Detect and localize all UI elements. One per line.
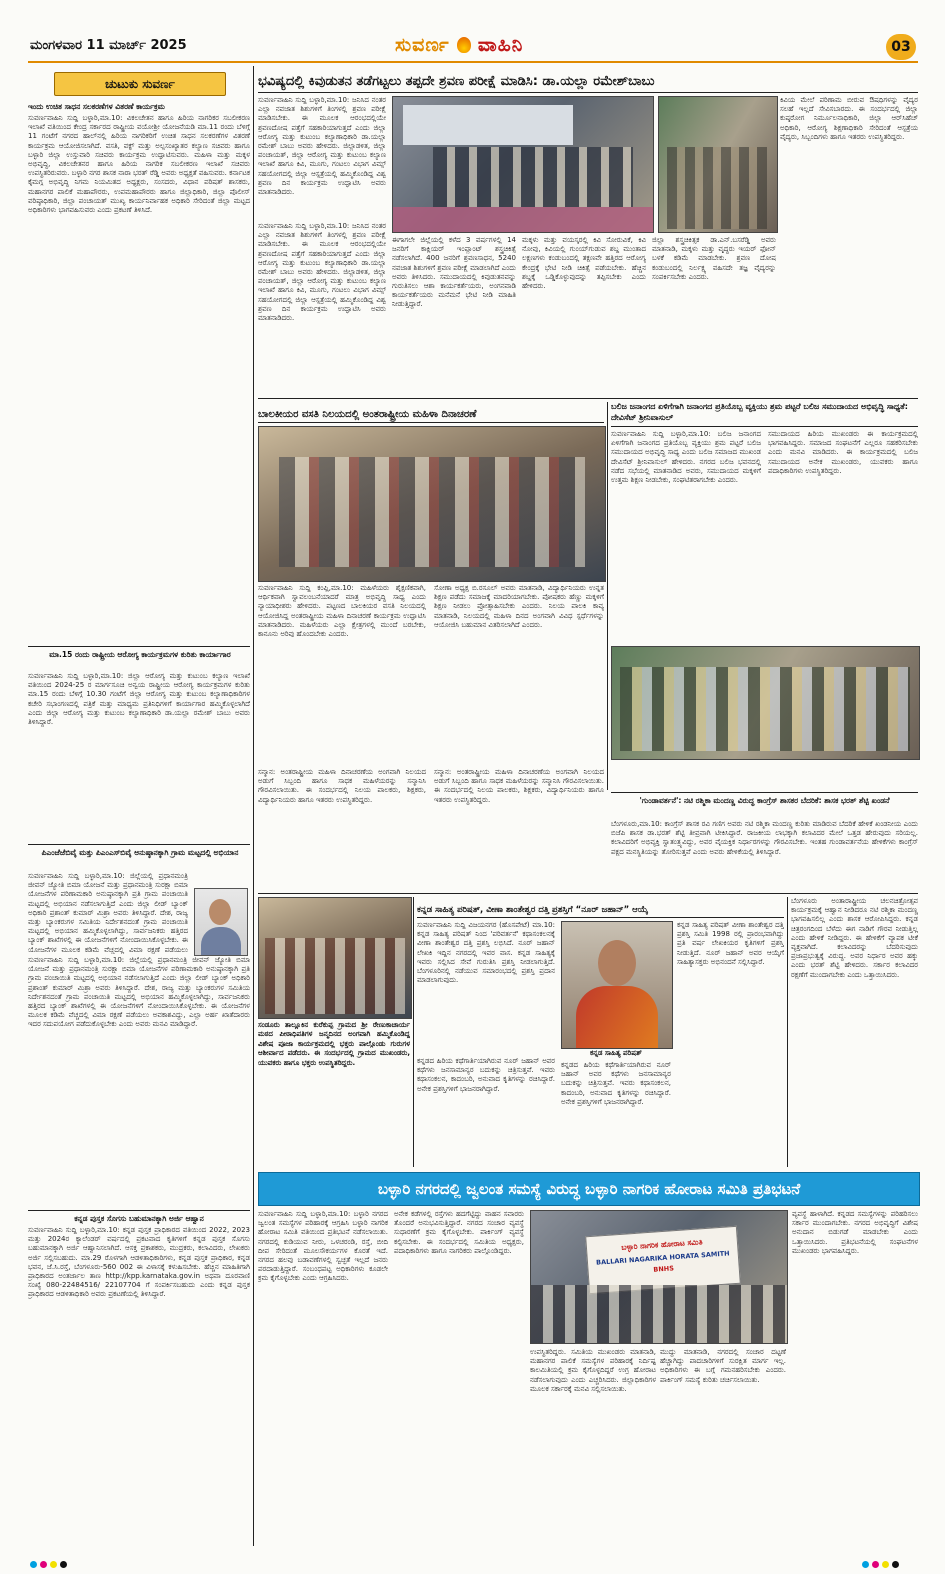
top-event-photo	[392, 96, 654, 233]
hostel-col1: ಸುವರ್ಣವಾಹಿನಿ ಸುದ್ದಿ ಕಂಪ್ಲಿ,ಮಾ.10: ಮಹಿಳೆಯರು ಶೈಕ್ಷಣಿಕವಾಗಿ, ಆರ್ಥಿಕವಾಗಿ ಸ್ವಾವಲಂಬನೆಯಾದರೆ ಮಾತ್ರ ಅಭಿವೃದ್ಧಿ ಸಾಧ್ಯ ಎಂದು ನ್ಯಾಯಾಧೀಶರು ಹೇಳಿದರು. ಪಟ್ಟಣದ ಬಾಲಕಿಯರ ವಸತಿ ನಿಲಯದಲ್ಲಿ ಆಯೋಜಿಸಿದ್ದ ಅಂತರಾಷ್ಟ್ರೀಯ ಮಹಿಳಾ ದಿನಾಚರಣೆ ಕಾರ್ಯಕ್ರಮ ಉದ್ಘಾಟಿಸಿ ಮಾತನಾಡಿದರು. ಮಹಿಳೆಯರು ಎಲ್ಲಾ ಕ್ಷೇತ್ರಗಳಲ್ಲಿ ಮುಂದೆ ಬರಬೇಕು, ಕಾನೂನು ಅರಿವು ಹೊಂದಬೇಕು ಎಂದರು.	[258, 584, 426, 639]
sidebar	[28, 66, 250, 1546]
column-rule	[413, 897, 414, 1167]
masthead-logo	[395, 34, 523, 60]
noor-saree-icon	[576, 986, 658, 1048]
protest-banner	[585, 1226, 741, 1294]
balija-col1: ಸುವರ್ಣವಾಹಿನಿ ಸುದ್ದಿ ಬಳ್ಳಾರಿ,ಮಾ.10: ಬಲಿಜ ಜನಾಂಗದ ಏಳಿಗೆಗಾಗಿ ಜನಾಂಗದ ಪ್ರತಿಯೊಬ್ಬ ವ್ಯಕ್ತಿಯು ಶ್ರಮ ಪಟ್ಟರೆ ಬಲಿಜ ಸಮುದಾಯದ ಅಭಿವೃದ್ಧಿ ಸಾಧ್ಯ ಎಂದು ಬಲಿಜ ಸಮಾಜದ ಮುಖಂಡ ದೇವಿಸೆಟ್ ಶ್ರೀನಿವಾಸುಲ್ ಹೇಳಿದರು. ನಗರದ ಬಲಿಜ ಭವನದಲ್ಲಿ ನಡೆದ ಸಭೆಯಲ್ಲಿ ಮಾತನಾಡಿದ ಅವರು, ಸಮುದಾಯದ ಮಕ್ಕಳಿಗೆ ಉತ್ತಮ ಶಿಕ್ಷಣ ನೀಡಬೇಕು, ಸಂಘಟಿತರಾಗಬೇಕು ಎಂದರು.	[611, 430, 761, 485]
banner-short-text: BNHS	[653, 1264, 675, 1274]
hostel-headline: ಬಾಲಕೀಯರ ವಸತಿ ನಿಲಯದಲ್ಲಿ ಅಂತರಾಷ್ಟ್ರೀಯ ಮಹಿಳಾ ದಿನಾಚರಣೆ	[258, 409, 477, 420]
top-headline-box	[258, 70, 918, 93]
logo-flame-icon	[457, 37, 471, 53]
photo-people	[265, 938, 405, 1014]
photo-table	[393, 207, 653, 232]
protest-col1: ಸುವರ್ಣವಾಹಿನಿ ಸುದ್ದಿ ಬಳ್ಳಾರಿ,ಮಾ.10: ಬಳ್ಳಾರಿ ನಗರದ ಜ್ವಲಂತ ಸಮಸ್ಯೆಗಳ ಪರಿಹಾರಕ್ಕೆ ಆಗ್ರಹಿಸಿ ಬಳ್ಳಾರಿ ನಾಗರಿಕ ಹೋರಾಟ ಸಮಿತಿ ವತಿಯಿಂದ ಪ್ರತಿಭಟನೆ ನಡೆಸಲಾಯಿತು. ನಗರದಲ್ಲಿ ಕುಡಿಯುವ ನೀರು, ಒಳಚರಂಡಿ, ರಸ್ತೆ, ಬೀದಿ ದೀಪ ಸೇರಿದಂತೆ ಮೂಲಸೌಕರ್ಯಗಳ ಕೊರತೆ ಇದೆ. ನಗರದ ಹಲವು ಬಡಾವಣೆಗಳಲ್ಲಿ ಸ್ವಚ್ಛತೆ ಇಲ್ಲದೆ ಜನರು ಪರದಾಡುತ್ತಿದ್ದಾರೆ. ಸಂಬಂಧಪಟ್ಟ ಅಧಿಕಾರಿಗಳು ಕೂಡಲೇ ಕ್ರಮ ಕೈಗೊಳ್ಳಬೇಕು ಎಂದು ಆಗ್ರಹಿಸಿದರು.	[258, 1210, 388, 1283]
balija-photo	[611, 646, 920, 760]
photo-people	[433, 147, 633, 207]
temple-photo	[258, 897, 412, 1019]
logo-left-text: ಸುವರ್ಣ	[395, 34, 450, 56]
photo-people	[279, 457, 585, 567]
divider	[28, 844, 250, 845]
column-rule	[253, 66, 254, 1546]
right-column-text: ಬೆಂಗಳೂರು ಅಂತಾರಾಷ್ಟ್ರೀಯ ಚಲನಚಿತ್ರೋತ್ಸವ ಕಾರ್ಯಕ್ರಮಕ್ಕೆ ಆಹ್ವಾನ ನೀಡಿದರೂ ನಟಿ ರಶ್ಮಿಕಾ ಮಂದಣ್ಣ ಭಾಗವಹಿಸಲಿಲ್ಲ ಎಂದು ಶಾಸಕ ಆರೋಪಿಸಿದ್ದರು. ಕನ್ನಡ ಚಿತ್ರರಂಗದಿಂದ ಬೆಳೆದು ಈಗ ನಾಡಿಗೆ ಗೌರವ ನೀಡುತ್ತಿಲ್ಲ ಎಂದು ಹೇಳಿಕೆ ನೀಡಿದ್ದರು. ಈ ಹೇಳಿಕೆಗೆ ವ್ಯಾಪಕ ಟೀಕೆ ವ್ಯಕ್ತವಾಗಿದೆ. ಕಲಾವಿದರನ್ನು ಬೆದರಿಸುವುದು ಪ್ರಜಾಪ್ರಭುತ್ವಕ್ಕೆ ವಿರುದ್ಧ. ಅವರ ನಿರ್ಧಾರ ಅವರ ಹಕ್ಕು ಎಂದು ಭರತ್ ಶೆಟ್ಟಿ ಹೇಳಿದರು. ಸರ್ಕಾರ ಕಲಾವಿದರ ರಕ್ಷಣೆಗೆ ಮುಂದಾಗಬೇಕು ಎಂದು ಒತ್ತಾಯಿಸಿದರು.	[791, 897, 918, 979]
masthead-rule	[28, 61, 918, 63]
print-marks-right	[862, 1553, 922, 1561]
protest-headline-box	[258, 1172, 920, 1206]
protest-col4: ಮುದ್ದು ಮಾತನಾಡಿ, ನಗರದಲ್ಲಿ ಸಂಚಾರ ದಟ್ಟಣೆ ಹೆಚ್ಚಾಗಿದ್ದು ಪಾದಚಾರಿಗಳಿಗೆ ಸುರಕ್ಷಿತ ಮಾರ್ಗ ಇಲ್ಲ. ಅಧಿಕಾರಿಗಳು ಈ ಬಗ್ಗೆ ಗಮನಹರಿಸಬೇಕು ಎಂದರು. ಪಾರ್ಕಿಂಗ್ ಸಮಸ್ಯೆ ಕುರಿತು ಚರ್ಚಿಸಲಾಯಿತು.	[660, 1348, 786, 1384]
photo-people	[531, 1285, 787, 1343]
person-shirt-icon	[201, 927, 241, 955]
s4-body: ಸುವರ್ಣವಾಹಿನಿ ಸುದ್ದಿ ಬಳ್ಳಾರಿ,ಮಾ.10: ಕನ್ನಡ ಪುಸ್ತಕ ಪ್ರಾಧಿಕಾರದ ವತಿಯಿಂದ 2022, 2023 ಮತ್ತು 2024ರ ಕ್ಯಾಲೆಂಡರ್ ವರ್ಷದಲ್ಲಿ ಪ್ರಕಟವಾದ ಕೃತಿಗಳಿಗೆ ಕನ್ನಡ ಪುಸ್ತಕ ಸೊಗಸು ಬಹುಮಾನಕ್ಕಾಗಿ ಅರ್ಜಿ ಆಹ್ವಾನಿಸಲಾಗಿದೆ. ಆಸಕ್ತ ಪ್ರಕಾಶಕರು, ಮುದ್ರಕರು, ಕಲಾವಿದರು, ಲೇಖಕರು ಅರ್ಜಿ ಸಲ್ಲಿಸಬಹುದು. ಮಾ.29 ರೊಳಗಾಗಿ ಆಡಳಿತಾಧಿಕಾರಿಗಳು, ಕನ್ನಡ ಪುಸ್ತಕ ಪ್ರಾಧಿಕಾರ, ಕನ್ನಡ ಭವನ, ಜೆ.ಸಿ.ರಸ್ತೆ, ಬೆಂಗಳೂರು-560 002 ಈ ವಿಳಾಸಕ್ಕೆ ಕಳುಹಿಸಬೇಕು. ಹೆಚ್ಚಿನ ಮಾಹಿತಿಗಾಗಿ ಪ್ರಾಧಿಕಾರದ ಅಂತರ್ಜಾಲ ತಾಣ http://kpp.karnataka.gov.in ಅಥವಾ ದೂರವಾಣಿ ಸಂಖ್ಯೆ 080-22484516/ 22107704 ಗೆ ಸಂಪರ್ಕಿಸಬಹುದು ಎಂದು ಕನ್ನಡ ಪುಸ್ತಕ ಪ್ರಾಧಿಕಾರದ ಆಡಳಿತಾಧಿಕಾರಿ ಅವರು ಪ್ರಕಟಣೆಯಲ್ಲಿ ತಿಳಿಸಿದ್ದಾರೆ.	[28, 1226, 250, 1299]
hostel-article	[258, 402, 604, 890]
sidebar-title-box: ಚುಟುಕು ಸುವರ್ಣ	[54, 72, 226, 96]
person-photo	[194, 888, 248, 956]
hostel-col3: ಸನ್ಮಾನ: ಅಂತರಾಷ್ಟ್ರೀಯ ಮಹಿಳಾ ದಿನಾಚರಣೆಯ ಅಂಗವಾಗಿ ನಿಲಯದ ಅಡುಗೆ ಸಿಬ್ಬಂದಿ ಹಾಗೂ ಸಾಧಕ ಮಹಿಳೆಯರನ್ನು ಸನ್ಮಾನಿಸಿ ಗೌರವಿಸಲಾಯಿತು. ಈ ಸಂದರ್ಭದಲ್ಲಿ ನಿಲಯ ಪಾಲಕರು, ಶಿಕ್ಷಕರು, ವಿದ್ಯಾರ್ಥಿನಿಯರು ಹಾಗೂ ಇತರರು ಉಪಸ್ಥಿತರಿದ್ದರು.	[434, 768, 604, 804]
temple-caption: ಸಂಡೂರು ತಾಲ್ಲೂಕಿನ ಕುರೆಕುಪ್ಪ ಗ್ರಾಮದ ಶ್ರೀ ರೇಣುಕಾಚಾರ್ಯ ಮಠದ ಪೀಠಾಧಿಪತಿಗಳ ಜನ್ಮದಿನದ ಅಂಗವಾಗಿ ಹಮ್ಮಿಕೊಂಡಿದ್ದ ವಿಶೇಷ ಪೂಜಾ ಕಾರ್ಯಕ್ರಮದಲ್ಲಿ ಭಕ್ತರು ಪಾಲ್ಗೊಂಡು ಗುರುಗಳ ಆಶೀರ್ವಾದ ಪಡೆದರು. ಈ ಸಂದರ್ಭದಲ್ಲಿ ಗ್ರಾಮದ ಮುಖಂಡರು, ಯುವಕರು ಹಾಗೂ ಭಕ್ತರು ಉಪಸ್ಥಿತರಿದ್ದರು.	[258, 1021, 410, 1067]
top-article	[258, 66, 918, 396]
divider	[258, 893, 918, 894]
noor-col2: ಕನ್ನಡದ ಹಿರಿಯ ಕಥೆಗಾರ್ತಿಯಾಗಿರುವ ನೂರ್ ಜಹಾನ್ ಅವರ ಕಥೆಗಳು ಜನಸಾಮಾನ್ಯರ ಬದುಕನ್ನು ಚಿತ್ರಿಸುತ್ತವೆ. ಇವರು ಕಥಾಸಂಕಲನ, ಕಾದಂಬರಿ, ಅನುವಾದ ಕೃತಿಗಳನ್ನು ರಚಿಸಿದ್ದಾರೆ. ಅನೇಕ ಪ್ರಶಸ್ತಿಗಳಿಗೆ ಭಾಜನರಾಗಿದ್ದಾರೆ.	[561, 1061, 671, 1106]
congress-article	[611, 796, 918, 890]
protest-headline: ಬಳ್ಳಾರಿ ನಗರದಲ್ಲಿ ಜ್ವಲಂತ ಸಮಸ್ಯೆ ವಿರುದ್ಧ ಬಳ್ಳಾರಿ ನಾಗರಿಕ ಹೋರಾಟ ಸಮಿತಿ ಪ್ರತಿಭಟನೆ	[377, 1180, 801, 1198]
noor-headline: ಕನ್ನಡ ಸಾಹಿತ್ಯ ಪರಿಷತ್, ವೀಣಾ ಶಾಂತೇಶ್ವರ ದತ್ತಿ ಪ್ರಶಸ್ತಿಗೆ “ನೂರ್ ಜಹಾನ್” ಆಯ್ಕೆ	[417, 905, 649, 915]
congress-headline: 'ಗುಂಡಾವರ್ತನೆ': ನಟಿ ರಶ್ಮಿಕಾ ಮಂದಣ್ಣ ವಿರುದ್ಧ ಕಾಂಗ್ರೆಸ್ ಶಾಸಕರ ಬೆದರಿಕೆ: ಶಾಸಕ ಭರತ್ ಶೆಟ್ಟಿ ಖಂಡನೆ	[639, 796, 890, 805]
hostel-col2: ಸೋಣಾ ಅಧ್ಯಕ್ಷ ಬಿ.ರಸೂಲ್ ಅವರು ಮಾತನಾಡಿ, ವಿದ್ಯಾರ್ಥಿನಿಯರು ಉನ್ನತ ಶಿಕ್ಷಣ ಪಡೆದು ಸಮಾಜಕ್ಕೆ ಮಾದರಿಯಾಗಬೇಕು. ಪೋಷಕರು ಹೆಣ್ಣು ಮಕ್ಕಳಿಗೆ ಶಿಕ್ಷಣ ನೀಡಲು ಪ್ರೋತ್ಸಾಹಿಸಬೇಕು ಎಂದರು. ನಿಲಯ ಪಾಲಕಿ ಕಾವ್ಯ ಮಾತನಾಡಿ, ನಿಲಯದಲ್ಲಿ ಮಹಿಳಾ ದಿನದ ಅಂಗವಾಗಿ ವಿವಿಧ ಸ್ಪರ್ಧೆಗಳನ್ನು ಆಯೋಜಿಸಿ ಬಹುಮಾನ ವಿತರಿಸಲಾಗಿದೆ ಎಂದರು.	[434, 584, 604, 629]
logo-right-text: ವಾಹಿನಿ	[477, 34, 524, 56]
noor-col1-b: ಕನ್ನಡದ ಹಿರಿಯ ಕಥೆಗಾರ್ತಿಯಾಗಿರುವ ನೂರ್ ಜಹಾನ್ ಅವರ ಕಥೆಗಳು ಜನಸಾಮಾನ್ಯರ ಬದುಕನ್ನು ಚಿತ್ರಿಸುತ್ತವೆ. ಇವರು ಕಥಾಸಂಕಲನ, ಕಾದಂಬರಿ, ಅನುವಾದ ಕೃತಿಗಳನ್ನು ರಚಿಸಿದ್ದಾರೆ. ಅನೇಕ ಪ್ರಶಸ್ತಿಗಳಿಗೆ ಭಾಜನರಾಗಿದ್ದಾರೆ.	[417, 1057, 555, 1093]
top-col5: ಕಿವಿಯ ಮೇಲೆ ಪರಿಣಾಮ ಬೀರುವ ಔಷಧಿಗಳನ್ನು ವೈದ್ಯರ ಸಲಹೆ ಇಲ್ಲದೆ ಸೇವಿಸಬಾರದು. ಈ ಸಂದರ್ಭದಲ್ಲಿ ಜಿಲ್ಲಾ ಕುಷ್ಠರೋಗ ನಿರ್ಮೂಲನಾಧಿಕಾರಿ, ಜಿಲ್ಲಾ ಆರ್‌ಸಿಹೆಚ್ ಅಧಿಕಾರಿ, ಆರೋಗ್ಯ ಶಿಕ್ಷಣಾಧಿಕಾರಿ ಸೇರಿದಂತೆ ಆಸ್ಪತ್ರೆಯ ವೈದ್ಯರು, ಸಿಬ್ಬಂದಿಗಳು ಹಾಗೂ ಇತರರು ಉಪಸ್ಥಿತರಿದ್ದರು.	[780, 96, 918, 141]
noor-headline-box	[417, 897, 784, 918]
balija-col2: ಸಮುದಾಯದ ಹಿರಿಯ ಮುಖಂಡರು ಈ ಕಾರ್ಯಕ್ರಮದಲ್ಲಿ ಭಾಗವಹಿಸಿದ್ದರು. ಸಮಾಜದ ಸಂಘಟನೆಗೆ ಎಲ್ಲರೂ ಸಹಕರಿಸಬೇಕು ಎಂದು ಮನವಿ ಮಾಡಿದರು. ಈ ಕಾರ್ಯಕ್ರಮದಲ್ಲಿ ಬಲಿಜ ಸಮುದಾಯದ ಅನೇಕ ಮುಖಂಡರು, ಯುವಕರು ಹಾಗೂ ಪದಾಧಿಕಾರಿಗಳು ಉಪಸ್ಥಿತರಿದ್ದರು.	[768, 430, 918, 475]
photo-people	[667, 147, 767, 229]
protest-col2: ಅನೇಕ ಕಡೆಗಳಲ್ಲಿ ರಸ್ತೆಗಳು ಹದಗೆಟ್ಟಿದ್ದು ವಾಹನ ಸವಾರರು ತೊಂದರೆ ಅನುಭವಿಸುತ್ತಿದ್ದಾರೆ. ನಗರದ ಸಂಚಾರ ವ್ಯವಸ್ಥೆ ಸುಧಾರಣೆಗೆ ಕ್ರಮ ಕೈಗೊಳ್ಳಬೇಕು. ಪಾರ್ಕಿಂಗ್ ವ್ಯವಸ್ಥೆ ಕಲ್ಪಿಸಬೇಕು. ಈ ಸಂದರ್ಭದಲ್ಲಿ ಸಮಿತಿಯ ಅಧ್ಯಕ್ಷರು, ಪದಾಧಿಕಾರಿಗಳು ಹಾಗೂ ನಾಗರಿಕರು ಪಾಲ್ಗೊಂಡಿದ್ದರು.	[394, 1210, 524, 1255]
balija-article	[611, 402, 918, 788]
divider	[28, 646, 250, 647]
protest-article	[258, 1172, 918, 1546]
noor-article	[417, 897, 784, 1167]
protest-photo	[530, 1210, 788, 1344]
photo-banner	[403, 105, 573, 145]
s1-headline: ಇಂದು ಉಚಿತ ಸಾಧನ ಸಲಕರಣೆಗಳ ವಿತರಣೆ ಕಾರ್ಯಕ್ರಮ	[28, 102, 165, 111]
issue-date: ಮಂಗಳವಾರ 11 ಮಾರ್ಚ್ 2025	[30, 38, 187, 53]
s1-body: ಸುವರ್ಣವಾಹಿನಿ ಸುದ್ದಿ ಬಳ್ಳಾರಿ,ಮಾ.10: ವಿಕಲಚೇತನ ಹಾಗೂ ಹಿರಿಯ ನಾಗರಿಕರ ಸಬಲೀಕರಣ ಇಲಾಖೆ ವತಿಯಿಂದ ಕೇಂದ್ರ ಸರ್ಕಾರದ ರಾಷ್ಟ್ರೀಯ ವಯೋಶ್ರೀ ಯೋಜನೆಯಡಿ ಮಾ.11 ರಂದು ಬೆಳಿಗ್ಗೆ 11 ಗಂಟೆಗೆ ನಗರದ ಹಾಲ್‌ನಲ್ಲಿ ಹಿರಿಯ ನಾಗರಿಕರಿಗೆ ಉಚಿತ ಸಾಧನ ಸಲಕರಣೆಗಳ ವಿತರಣೆ ಕಾರ್ಯಕ್ರಮ ಆಯೋಜಿಸಲಾಗಿದೆ. ವಸತಿ, ವಕ್ಫ್ ಮತ್ತು ಅಲ್ಪಸಂಖ್ಯಾತರ ಕಲ್ಯಾಣ ಸಚಿವರು ಹಾಗೂ ಬಳ್ಳಾರಿ ಜಿಲ್ಲಾ ಉಸ್ತುವಾರಿ ಸಚಿವರು ಕಾರ್ಯಕ್ರಮ ಉದ್ಘಾಟಿಸುವರು. ಮಹಿಳಾ ಮತ್ತು ಮಕ್ಕಳ ಅಭಿವೃದ್ಧಿ, ವಿಕಲಚೇತನರ ಹಾಗೂ ಹಿರಿಯ ನಾಗರಿಕ ಸಬಲೀಕರಣ ಇಲಾಖೆ ಸಚಿವರು ಉಪಸ್ಥಿತರಿರುವರು. ಬಳ್ಳಾರಿ ನಗರ ಶಾಸಕ ನಾರಾ ಭರತ್ ರೆಡ್ಡಿ ಅವರು ಅಧ್ಯಕ್ಷತೆ ವಹಿಸುವರು. ಕರ್ನಾಟಕ ಕೈಮಗ್ಗ ಅಭಿವೃದ್ಧಿ ನಿಗಮ ನಿಯಮಿತದ ಅಧ್ಯಕ್ಷರು, ಸಂಸದರು, ವಿಧಾನ ಪರಿಷತ್ ಶಾಸಕರು, ಮಹಾನಗರ ಪಾಲಿಕೆ ಮಹಾಪೌರರು, ಉಪಮಹಾಪೌರರು ಹಾಗೂ ಜಿಲ್ಲಾಧಿಕಾರಿ, ಜಿಲ್ಲಾ ಪೊಲೀಸ್ ವರಿಷ್ಠಾಧಿಕಾರಿ, ಜಿಲ್ಲಾ ಪಂಚಾಯತ್ ಮುಖ್ಯ ಕಾರ್ಯನಿರ್ವಾಹಕ ಅಧಿಕಾರಿ ಸೇರಿದಂತೆ ಜಿಲ್ಲಾ ಮಟ್ಟದ ಅಧಿಕಾರಿಗಳು ಭಾಗವಹಿಸುವರು ಎಂದು ಪ್ರಕಟಣೆ ತಿಳಿಸಿದೆ.	[28, 114, 250, 215]
noor-col1: ಸುವರ್ಣವಾಹಿನಿ ಸುದ್ದಿ ವಿಜಯನಗರ (ಹೊಸಪೇಟೆ) ಮಾ.10: ಕನ್ನಡ ಸಾಹಿತ್ಯ ಪರಿಷತ್ ನಿಂದ 'ಪರಿವರ್ತನೆ' ಕಥಾಸಂಕಲನಕ್ಕೆ ವೀಣಾ ಶಾಂತೇಶ್ವರ ದತ್ತಿ ಪ್ರಶಸ್ತಿ ಲಭಿಸಿದೆ. ನೂರ್ ಜಹಾನ್ ಲೇಖಕಿ ಇದ್ದಿನ ನಗರದಲ್ಲಿ ಇವರ ವಾಸ. ಕನ್ನಡ ಸಾಹಿತ್ಯಕ್ಕೆ ಇವರು ಸಲ್ಲಿಸಿದ ಸೇವೆ ಗುರುತಿಸಿ ಪ್ರಶಸ್ತಿ ನೀಡಲಾಗುತ್ತಿದೆ. ಬೆಂಗಳೂರಿನಲ್ಲಿ ನಡೆಯುವ ಸಮಾರಂಭದಲ್ಲಿ ಪ್ರಶಸ್ತಿ ಪ್ರದಾನ ಮಾಡಲಾಗುವುದು.	[417, 921, 555, 985]
noor-face-icon	[598, 940, 636, 986]
s3-body-top: ಸುವರ್ಣವಾಹಿನಿ ಸುದ್ದಿ ಬಳ್ಳಾರಿ,ಮಾ.10: ಜಿಲ್ಲೆಯಲ್ಲಿ ಪ್ರಧಾನಮಂತ್ರಿ ಜೀವನ್ ಜ್ಯೋತಿ ಬಿಮಾ ಯೋಜನೆ ಮತ್ತು ಪ್ರಧಾನಮಂತ್ರಿ ಸುರಕ್ಷಾ ಬಿಮಾ ಯೋಜನೆಗಳ ಪರಿಣಾಮಕಾರಿ ಅನುಷ್ಠಾನಕ್ಕಾಗಿ ಪ್ರತಿ ಗ್ರಾಮ ಪಂಚಾಯಿತಿ ಮಟ್ಟದಲ್ಲಿ ಅಭಿಯಾನ ನಡೆಸಲಾಗುತ್ತಿದೆ ಎಂದು ಜಿಲ್ಲಾ ಲೀಡ್ ಬ್ಯಾಂಕ್ ಅಧಿಕಾರಿ ಪ್ರಶಾಂತ್ ಕುಮಾರ್ ಮಿಶ್ರಾ ಅವರು ತಿಳಿಸಿದ್ದಾರೆ. ದೇಶ, ರಾಜ್ಯ ಮತ್ತು ಬ್ಯಾಂಕರುಗಳ ಸಮಿತಿಯ ನಿರ್ದೇಶನದಂತೆ ಗ್ರಾಮ ಪಂಚಾಯಿತಿ ಮಟ್ಟದಲ್ಲಿ ಅಭಿಯಾನ ಹಮ್ಮಿಕೊಳ್ಳಲಾಗಿದ್ದು, ಸಾರ್ವಜನಿಕರು ಹತ್ತಿರದ ಬ್ಯಾಂಕ್ ಶಾಖೆಗಳಲ್ಲಿ ಈ ಯೋಜನೆಗಳಿಗೆ ನೋಂದಾಯಿಸಿಕೊಳ್ಳಬೇಕು. ಈ ಯೋಜನೆಗಳ ಮೂಲಕ ಕಡಿಮೆ ವೆಚ್ಚದಲ್ಲಿ ವಿಮಾ ರಕ್ಷಣೆ ಪಡೆಯಲು	[28, 872, 188, 954]
person-face-icon	[209, 899, 231, 925]
print-marks-left	[30, 1553, 90, 1561]
banner-kn-text: ಬಳ್ಳಾರಿ ನಾಗರಿಕ ಹೋರಾಟ ಸಮಿತಿ	[621, 1237, 703, 1252]
column-rule	[787, 897, 788, 1167]
page-number: 03	[886, 34, 916, 60]
protest-col5: ವ್ಯವಸ್ಥೆ ಹಾಳಾಗಿದೆ. ಕನ್ನಡದ ಸಮಸ್ಯೆಗಳನ್ನು ಪರಿಹರಿಸಲು ಸರ್ಕಾರ ಮುಂದಾಗಬೇಕು. ನಗರದ ಅಭಿವೃದ್ಧಿಗೆ ವಿಶೇಷ ಅನುದಾನ ಬಿಡುಗಡೆ ಮಾಡಬೇಕು ಎಂದು ಒತ್ತಾಯಿಸಿದರು. ಪ್ರತಿಭಟನೆಯಲ್ಲಿ ಸಂಘಟನೆಗಳ ಮುಖಂಡರು ಭಾಗವಹಿಸಿದ್ದರು.	[792, 1210, 918, 1255]
photo-people	[620, 667, 910, 751]
hostel-headline-box	[258, 402, 604, 423]
top-headline: ಭವಿಷ್ಯದಲ್ಲಿ ಕಿವುಡುತನ ತಡೆಗಟ್ಟಲು ತಪ್ಪದೇ ಶ್ರವಣ ಪರೀಕ್ಷೆ ಮಾಡಿಸಿ: ಡಾ.ಯಲ್ಲಾ ರಮೇಶ್‌ಬಾಬು	[258, 74, 655, 89]
top-building-photo	[658, 96, 778, 233]
s2-body: ಸುವರ್ಣವಾಹಿನಿ ಸುದ್ದಿ ಬಳ್ಳಾರಿ,ಮಾ.10: ಜಿಲ್ಲಾ ಆರೋಗ್ಯ ಮತ್ತು ಕುಟುಂಬ ಕಲ್ಯಾಣ ಇಲಾಖೆ ವತಿಯಿಂದ 2024-25 ರ ಮಾರ್ಗಸೂಚಿ ಅನ್ವಯ ರಾಷ್ಟ್ರೀಯ ಆರೋಗ್ಯ ಕಾರ್ಯಕ್ರಮಗಳ ಕುರಿತು ಮಾ.15 ರಂದು ಬೆಳಿಗ್ಗೆ 10.30 ಗಂಟೆಗೆ ಜಿಲ್ಲಾ ಆರೋಗ್ಯ ಮತ್ತು ಕುಟುಂಬ ಕಲ್ಯಾಣಾಧಿಕಾರಿಗಳ ಕಚೇರಿ ಸಭಾಂಗಣದಲ್ಲಿ ಪತ್ರಿಕೆ ಮತ್ತು ಮಾಧ್ಯಮ ಪ್ರತಿನಿಧಿಗಳಿಗೆ ಕಾರ್ಯಾಗಾರ ಹಮ್ಮಿಕೊಳ್ಳಲಾಗಿದೆ ಎಂದು ಜಿಲ್ಲಾ ಆರೋಗ್ಯ ಮತ್ತು ಕುಟುಂಬ ಕಲ್ಯಾಣಾಧಿಕಾರಿ ಡಾ.ಯಲ್ಲಾ ರಮೇಶ್ ಬಾಬು ಅವರು ತಿಳಿಸಿದ್ದಾರೆ.	[28, 672, 250, 727]
top-col1: ಸುವರ್ಣವಾಹಿನಿ ಸುದ್ದಿ ಬಳ್ಳಾರಿ,ಮಾ.10: ಜನಿಸಿದ ನಂತರ ಎಲ್ಲಾ ನವಜಾತ ಶಿಶುಗಳಿಗೆ ತಿಂಗಳಲ್ಲಿ ಶ್ರವಣ ಪರೀಕ್ಷೆ ಮಾಡಿಸಬೇಕು. ಈ ಮೂಲಕ ಆರಂಭದಲ್ಲಿಯೇ ಶ್ರವಣದೋಷ ಪತ್ತೆಗೆ ಸಹಕಾರಿಯಾಗುತ್ತದೆ ಎಂದು ಜಿಲ್ಲಾ ಆರೋಗ್ಯ ಮತ್ತು ಕುಟುಂಬ ಕಲ್ಯಾಣಾಧಿಕಾರಿ ಡಾ.ಯಲ್ಲಾ ರಮೇಶ್ ಬಾಬು ಅವರು ಹೇಳಿದರು. ಜಿಲ್ಲಾಡಳಿತ, ಜಿಲ್ಲಾ ಪಂಚಾಯತ್, ಜಿಲ್ಲಾ ಆರೋಗ್ಯ ಮತ್ತು ಕುಟುಂಬ ಕಲ್ಯಾಣ ಇಲಾಖೆ ಹಾಗೂ ಕಿವಿ, ಮೂಗು, ಗಂಟಲು ವಿಭಾಗ ವಿಮ್ಸ್ ಸಹಯೋಗದಲ್ಲಿ ಜಿಲ್ಲಾ ಆಸ್ಪತ್ರೆಯಲ್ಲಿ ಹಮ್ಮಿಕೊಂಡಿದ್ದ ವಿಶ್ವ ಶ್ರವಣ ದಿನ ಕಾರ್ಯಕ್ರಮ ಉದ್ಘಾಟಿಸಿ ಅವರು ಮಾತನಾಡಿದರು.	[258, 222, 386, 323]
divider	[611, 792, 918, 793]
masthead	[0, 0, 945, 66]
s3-headline: ಪಿಎಂಜೆಜೆಬಿವೈ ಮತ್ತು ಪಿಎಂಎಸ್‌ಬಿವೈ ಅನುಷ್ಠಾನಕ್ಕಾಗಿ ಗ್ರಾಮ ಮಟ್ಟದಲ್ಲಿ ಅಭಿಯಾನ	[41, 848, 239, 857]
top-col4: ಜಿಲ್ಲಾ ಶಸ್ತ್ರಚಿಕಿತ್ಸಕ ಡಾ.ಎನ್.ಬಸರೆಡ್ಡಿ ಅವರು ಮಾತನಾಡಿ, ಮಕ್ಕಳು ಮತ್ತು ವೃದ್ಧರು ಇಯರ್ ಫೋನ್ ಬಳಕೆ ಕಡಿಮೆ ಮಾಡಬೇಕು. ಶ್ರವಣ ದೋಷ ಕಂಡುಬಂದಲ್ಲಿ ನಿರ್ಲಕ್ಷ್ಯ ವಹಿಸದೇ ತಜ್ಞ ವೈದ್ಯರನ್ನು ಸಂಪರ್ಕಿಸಬೇಕು ಎಂದರು.	[652, 236, 776, 281]
congress-body: ಬೆಂಗಳೂರು,ಮಾ.10: ಕಾಂಗ್ರೆಸ್ ಶಾಸಕ ರವಿ ಗಣಿಗ ಅವರು ನಟಿ ರಶ್ಮಿಕಾ ಮಂದಣ್ಣ ಕುರಿತು ಮಾಡಿರುವ ಬೆದರಿಕೆ ಹೇಳಿಕೆ ಖಂಡನೀಯ ಎಂದು ಬಿಜೆಪಿ ಶಾಸಕ ಡಾ.ಭರತ್ ಶೆಟ್ಟಿ ತೀವ್ರವಾಗಿ ಟೀಕಿಸಿದ್ದಾರೆ. ರಾಜಕೀಯ ಲಾಭಕ್ಕಾಗಿ ಕಲಾವಿದರ ಮೇಲೆ ಒತ್ತಡ ಹೇರುವುದು ಸರಿಯಲ್ಲ. ಕಲಾವಿದರಿಗೆ ಅಭಿವ್ಯಕ್ತಿ ಸ್ವಾತಂತ್ರ್ಯವಿದ್ದು, ಅವರ ವೈಯಕ್ತಿಕ ನಿರ್ಧಾರಗಳನ್ನು ಗೌರವಿಸಬೇಕು. ಇಂತಹ ಗುಂಡಾವರ್ತನೆಯ ಹೇಳಿಕೆಗಳು ಕಾಂಗ್ರೆಸ್ ಪಕ್ಷದ ಮನಸ್ಥಿತಿಯನ್ನು ತೋರಿಸುತ್ತವೆ ಎಂದು ಅವರು ಹೇಳಿಕೆಯಲ್ಲಿ ತಿಳಿಸಿದ್ದಾರೆ.	[611, 820, 918, 856]
s4-headline: ಕನ್ನಡ ಪುಸ್ತಕ ಸೊಗಸು ಬಹುಮಾನಕ್ಕಾಗಿ ಅರ್ಜಿ ಆಹ್ವಾನ	[74, 1214, 204, 1223]
hostel-photo	[258, 426, 606, 582]
divider	[28, 1210, 250, 1211]
noor-col3: ಕನ್ನಡ ಸಾಹಿತ್ಯ ಪರಿಷತ್ ವೀಣಾ ಶಾಂತೇಶ್ವರ ದತ್ತಿ ಪ್ರಶಸ್ತಿ ಸಮಿತಿ 1998 ರಲ್ಲಿ ಪ್ರಾರಂಭವಾಗಿದ್ದು ಪ್ರತಿ ವರ್ಷ ಲೇಖಕಿಯರ ಕೃತಿಗಳಿಗೆ ಪ್ರಶಸ್ತಿ ನೀಡುತ್ತಿದೆ. ನೂರ್ ಜಹಾನ್ ಅವರ ಆಯ್ಕೆಗೆ ಸಾಹಿತ್ಯಾಸಕ್ತರು ಅಭಿನಂದನೆ ಸಲ್ಲಿಸಿದ್ದಾರೆ.	[677, 921, 784, 966]
s2-headline: ಮಾ.15 ರಂದು ರಾಷ್ಟ್ರೀಯ ಆರೋಗ್ಯ ಕಾರ್ಯಕ್ರಮಗಳ ಕುರಿತು ಕಾರ್ಯಾಗಾರ	[49, 650, 231, 659]
noor-photo	[561, 921, 673, 1049]
column-rule	[607, 402, 608, 790]
noor-photo-caption: ಕನ್ನಡ ಸಾಹಿತ್ಯ ಪರಿಷತ್	[590, 1049, 642, 1057]
s3-body: ಸುವರ್ಣವಾಹಿನಿ ಸುದ್ದಿ ಬಳ್ಳಾರಿ,ಮಾ.10: ಜಿಲ್ಲೆಯಲ್ಲಿ ಪ್ರಧಾನಮಂತ್ರಿ ಜೀವನ್ ಜ್ಯೋತಿ ಬಿಮಾ ಯೋಜನೆ ಮತ್ತು ಪ್ರಧಾನಮಂತ್ರಿ ಸುರಕ್ಷಾ ಬಿಮಾ ಯೋಜನೆಗಳ ಪರಿಣಾಮಕಾರಿ ಅನುಷ್ಠಾನಕ್ಕಾಗಿ ಪ್ರತಿ ಗ್ರಾಮ ಪಂಚಾಯಿತಿ ಮಟ್ಟದಲ್ಲಿ ಅಭಿಯಾನ ನಡೆಸಲಾಗುತ್ತಿದೆ ಎಂದು ಜಿಲ್ಲಾ ಲೀಡ್ ಬ್ಯಾಂಕ್ ಅಧಿಕಾರಿ ಪ್ರಶಾಂತ್ ಕುಮಾರ್ ಮಿಶ್ರಾ ಅವರು ತಿಳಿಸಿದ್ದಾರೆ. ದೇಶ, ರಾಜ್ಯ ಮತ್ತು ಬ್ಯಾಂಕರುಗಳ ಸಮಿತಿಯ ನಿರ್ದೇಶನದಂತೆ ಗ್ರಾಮ ಪಂಚಾಯಿತಿ ಮಟ್ಟದಲ್ಲಿ ಅಭಿಯಾನ ಹಮ್ಮಿಕೊಳ್ಳಲಾಗಿದ್ದು, ಸಾರ್ವಜನಿಕರು ಹತ್ತಿರದ ಬ್ಯಾಂಕ್ ಶಾಖೆಗಳಲ್ಲಿ ಈ ಯೋಜನೆಗಳಿಗೆ ನೋಂದಾಯಿಸಿಕೊಳ್ಳಬೇಕು. ಈ ಯೋಜನೆಗಳ ಮೂಲಕ ಕಡಿಮೆ ವೆಚ್ಚದಲ್ಲಿ ವಿಮಾ ರಕ್ಷಣೆ ಪಡೆಯಲು ಅವಕಾಶವಿದ್ದು, ಎಲ್ಲಾ ಅರ್ಹ ಖಾತೆದಾರರು ಇದರ ಸದುಪಯೋಗ ಪಡೆದುಕೊಳ್ಳಬೇಕು ಎಂದು ಅವರು ಮನವಿ ಮಾಡಿದ್ದಾರೆ.	[28, 956, 250, 1029]
divider	[258, 398, 918, 399]
temple-block	[258, 897, 410, 1167]
hostel-col1-b: ಸನ್ಮಾನ: ಅಂತರಾಷ್ಟ್ರೀಯ ಮಹಿಳಾ ದಿನಾಚರಣೆಯ ಅಂಗವಾಗಿ ನಿಲಯದ ಅಡುಗೆ ಸಿಬ್ಬಂದಿ ಹಾಗೂ ಸಾಧಕ ಮಹಿಳೆಯರನ್ನು ಸನ್ಮಾನಿಸಿ ಗೌರವಿಸಲಾಯಿತು. ಈ ಸಂದರ್ಭದಲ್ಲಿ ನಿಲಯ ಪಾಲಕರು, ಶಿಕ್ಷಕರು, ವಿದ್ಯಾರ್ಥಿನಿಯರು ಹಾಗೂ ಇತರರು ಉಪಸ್ಥಿತರಿದ್ದರು.	[258, 768, 426, 804]
top-col1-a: ಸುವರ್ಣವಾಹಿನಿ ಸುದ್ದಿ ಬಳ್ಳಾರಿ,ಮಾ.10: ಜನಿಸಿದ ನಂತರ ಎಲ್ಲಾ ನವಜಾತ ಶಿಶುಗಳಿಗೆ ತಿಂಗಳಲ್ಲಿ ಶ್ರವಣ ಪರೀಕ್ಷೆ ಮಾಡಿಸಬೇಕು. ಈ ಮೂಲಕ ಆರಂಭದಲ್ಲಿಯೇ ಶ್ರವಣದೋಷ ಪತ್ತೆಗೆ ಸಹಕಾರಿಯಾಗುತ್ತದೆ ಎಂದು ಜಿಲ್ಲಾ ಆರೋಗ್ಯ ಮತ್ತು ಕುಟುಂಬ ಕಲ್ಯಾಣಾಧಿಕಾರಿ ಡಾ.ಯಲ್ಲಾ ರಮೇಶ್ ಬಾಬು ಅವರು ಹೇಳಿದರು. ಜಿಲ್ಲಾಡಳಿತ, ಜಿಲ್ಲಾ ಪಂಚಾಯತ್, ಜಿಲ್ಲಾ ಆರೋಗ್ಯ ಮತ್ತು ಕುಟುಂಬ ಕಲ್ಯಾಣ ಇಲಾಖೆ ಹಾಗೂ ಕಿವಿ, ಮೂಗು, ಗಂಟಲು ವಿಭಾಗ ವಿಮ್ಸ್ ಸಹಯೋಗದಲ್ಲಿ ಜಿಲ್ಲಾ ಆಸ್ಪತ್ರೆಯಲ್ಲಿ ಹಮ್ಮಿಕೊಂಡಿದ್ದ ವಿಶ್ವ ಶ್ರವಣ ದಿನ ಕಾರ್ಯಕ್ರಮ ಉದ್ಘಾಟಿಸಿ ಅವರು ಮಾತನಾಡಿದರು.	[258, 96, 386, 197]
protest-col3: ಉಪಸ್ಥಿತರಿದ್ದರು. ಸಮಿತಿಯ ಮುಖಂಡರು ಮಾತನಾಡಿ, ಮಹಾನಗರ ಪಾಲಿಕೆ ಸಮಸ್ಯೆಗಳ ಪರಿಹಾರಕ್ಕೆ ನಿರ್ದಿಷ್ಟ ಕಾಲಮಿತಿಯಲ್ಲಿ ಕ್ರಮ ಕೈಗೊಳ್ಳದಿದ್ದರೆ ಉಗ್ರ ಹೋರಾಟ ನಡೆಸಲಾಗುವುದು ಎಂದು ಎಚ್ಚರಿಸಿದರು. ಜಿಲ್ಲಾಧಿಕಾರಿಗಳ ಮೂಲಕ ಸರ್ಕಾರಕ್ಕೆ ಮನವಿ ಸಲ್ಲಿಸಲಾಯಿತು.	[530, 1348, 656, 1393]
banner-en-text: BALLARI NAGARIKA HORATA SAMITH	[595, 1249, 730, 1267]
top-col2: ಈಗಾಗಲೇ ಜಿಲ್ಲೆಯಲ್ಲಿ ಕಳೆದ 3 ವರ್ಷಗಳಲ್ಲಿ 14 ಜನರಿಗೆ ಕಾಕ್ಲಿಯರ್ ಇಂಪ್ಲಾಂಟ್ ಶಸ್ತ್ರಚಿಕಿತ್ಸೆ ನಡೆಸಲಾಗಿದೆ. 400 ಜನರಿಗೆ ಶ್ರವಣಸಾಧನ, 5240 ನವಜಾತ ಶಿಶುಗಳಿಗೆ ಶ್ರವಣ ಪರೀಕ್ಷೆ ಮಾಡಲಾಗಿದೆ ಎಂದು ಅವರು ತಿಳಿಸಿದರು. ಸಮುದಾಯದಲ್ಲಿ ಕಿವುಡುತನವನ್ನು ಗುರುತಿಸಲು ಆಶಾ ಕಾರ್ಯಕರ್ತೆಯರು, ಅಂಗನವಾಡಿ ಕಾರ್ಯಕರ್ತೆಯರು ಮನೆಮನೆ ಭೇಟಿ ನೀಡಿ ಮಾಹಿತಿ ನೀಡುತ್ತಿದ್ದಾರೆ.	[392, 236, 516, 309]
divider	[611, 426, 918, 427]
top-col3: ಮಕ್ಕಳು ಮತ್ತು ವಯಸ್ಕರಲ್ಲಿ ಕಿವಿ ಸೋರುವಿಕೆ, ಕಿವಿ ನೋವು, ಕಿವಿಯಲ್ಲಿ ಗುಂಯ್‌ಗುಡುವ ಶಬ್ದ ಮುಂತಾದ ಲಕ್ಷಣಗಳು ಕಂಡುಬಂದಲ್ಲಿ ತಕ್ಷಣವೇ ಹತ್ತಿರದ ಆರೋಗ್ಯ ಕೇಂದ್ರಕ್ಕೆ ಭೇಟಿ ನೀಡಿ ಚಿಕಿತ್ಸೆ ಪಡೆಯಬೇಕು. ಹೆಚ್ಚಿನ ಶಬ್ದಕ್ಕೆ ಒಡ್ಡಿಕೊಳ್ಳುವುದನ್ನು ತಪ್ಪಿಸಬೇಕು ಎಂದು ಹೇಳಿದರು.	[522, 236, 646, 291]
balija-headline: ಬಲಿಜ ಜನಾಂಗದ ಏಳಿಗೆಗಾಗಿ ಜನಾಂಗದ ಪ್ರತಿಯೊಬ್ಬ ವ್ಯಕ್ತಿಯು ಶ್ರಮ ಪಟ್ಟರೆ ಬಲಿಜ ಸಮುದಾಯದ ಅಭಿವೃದ್ಧಿ ಸಾಧ್ಯತೆ: ದೇವಿಸೆಟ್ ಶ್ರೀನಿವಾಸುಲ್	[611, 402, 908, 422]
